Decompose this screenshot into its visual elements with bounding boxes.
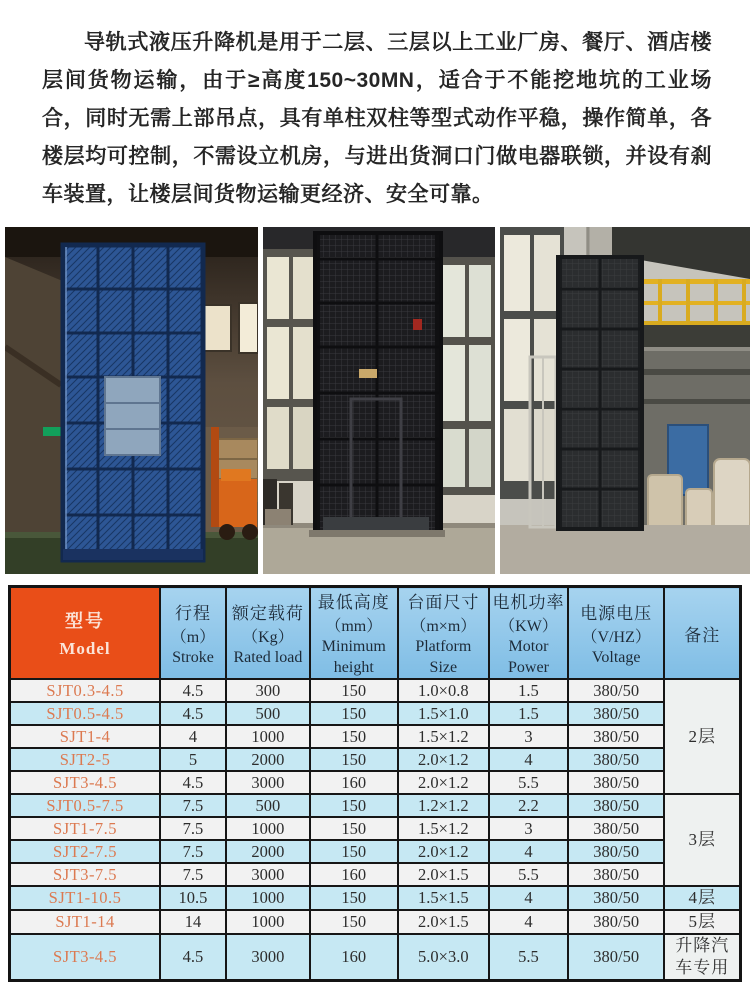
model-cell: SJT1-10.5 [10, 886, 161, 910]
workshop-windows-right [437, 257, 495, 495]
value-cell: 2.0×1.2 [398, 840, 489, 863]
value-cell: 300 [226, 679, 310, 702]
table-row [10, 863, 741, 886]
value-cell: 2.0×1.5 [398, 863, 489, 886]
value-cell: 380/50 [568, 725, 664, 748]
header-unit: （m×m） [410, 618, 477, 635]
value-cell: 1.5×1.5 [398, 886, 489, 910]
value-cell: 2000 [226, 748, 310, 771]
value-cell: 4 [160, 725, 226, 748]
value-cell: 380/50 [568, 934, 664, 981]
model-cell: SJT3-4.5 [10, 934, 161, 981]
value-cell: 150 [310, 748, 398, 771]
model-cell: SJT0.5-4.5 [10, 702, 161, 725]
header-en: Motor Power [508, 638, 549, 676]
value-cell: 150 [310, 840, 398, 863]
spec-table-body [10, 679, 741, 981]
model-cell: SJT3-4.5 [10, 771, 161, 794]
header-zh: 电源电压 [580, 603, 653, 623]
value-cell: 500 [226, 702, 310, 725]
intro-paragraph: 导轨式液压升降机是用于二层、三层以上工业厂房、餐厅、酒店楼层间货物运输，由于≥高度150~30MN，适合于不能挖地坑的工业场合，同时无需上部吊点，具有单柱双柱等型式动作平稳，操作简单，各楼层均可控制，不需设立机房，与进出货洞口门做电器联锁，并设有刹车装置，让楼层间货物运输更经济、安全可靠。 [42, 31, 712, 206]
value-cell: 1.0×0.8 [398, 679, 489, 702]
value-cell: 14 [160, 910, 226, 934]
value-cell: 150 [310, 910, 398, 934]
model-cell: SJT2-5 [10, 748, 161, 771]
value-cell: 2.2 [489, 794, 568, 817]
remark-cell: 4层 [664, 886, 740, 910]
header-row [10, 587, 741, 680]
table-row [10, 771, 741, 794]
table-row [10, 679, 741, 702]
header-zh: 额定载荷 [231, 603, 304, 623]
model-cell: SJT0.3-4.5 [10, 679, 161, 702]
value-cell: 10.5 [160, 886, 226, 910]
blue-lift-tower [63, 245, 203, 560]
value-cell: 1.5×1.0 [398, 702, 489, 725]
value-cell: 2.0×1.2 [398, 748, 489, 771]
warning-label [359, 369, 377, 378]
value-cell: 3000 [226, 934, 310, 981]
value-cell: 160 [310, 934, 398, 981]
header-zh: 备注 [684, 625, 721, 645]
spec-table-wrap [8, 585, 742, 982]
photo-black-lift [263, 227, 495, 574]
value-cell: 150 [310, 794, 398, 817]
value-cell: 4 [489, 748, 568, 771]
value-cell: 7.5 [160, 863, 226, 886]
spec-table-head [10, 587, 741, 680]
value-cell: 5.5 [489, 771, 568, 794]
dark-lift-tower [556, 257, 644, 529]
model-cell: SJT1-7.5 [10, 817, 161, 840]
value-cell: 1.5×1.2 [398, 725, 489, 748]
remark-cell: 升降汽车专用 [664, 934, 740, 981]
value-cell: 1000 [226, 886, 310, 910]
value-cell: 150 [310, 817, 398, 840]
value-cell: 5.0×3.0 [398, 934, 489, 981]
value-cell: 150 [310, 702, 398, 725]
model-cell: SJT1-14 [10, 910, 161, 934]
col-header-model [10, 587, 161, 680]
col-header-0 [160, 587, 226, 680]
value-cell: 160 [310, 771, 398, 794]
col-header-5 [568, 587, 664, 680]
header-zh: 型号 [65, 611, 106, 631]
table-row [10, 725, 741, 748]
value-cell: 2000 [226, 840, 310, 863]
header-en: Voltage [591, 648, 641, 666]
value-cell: 380/50 [568, 702, 664, 725]
value-cell: 4 [489, 840, 568, 863]
value-cell: 1.5 [489, 702, 568, 725]
value-cell: 1000 [226, 817, 310, 840]
black-lift-tower [309, 233, 445, 537]
value-cell: 7.5 [160, 840, 226, 863]
lift-platform [323, 517, 429, 531]
value-cell: 5 [160, 748, 226, 771]
header-unit: （mm） [325, 618, 383, 635]
col-header-1 [226, 587, 310, 680]
header-en: Platform Size [415, 638, 472, 676]
factory-floor [500, 525, 750, 574]
value-cell: 7.5 [160, 817, 226, 840]
value-cell: 4.5 [160, 771, 226, 794]
col-header-4 [489, 587, 568, 680]
model-cell: SJT2-7.5 [10, 840, 161, 863]
col-header-2 [310, 587, 398, 680]
value-cell: 150 [310, 725, 398, 748]
value-cell: 4 [489, 886, 568, 910]
value-cell: 1.2×1.2 [398, 794, 489, 817]
table-row [10, 910, 741, 934]
table-row [10, 794, 741, 817]
header-en: Minimum height [321, 638, 386, 676]
value-cell: 2.0×1.5 [398, 910, 489, 934]
value-cell: 1.5 [489, 679, 568, 702]
model-cell: SJT3-7.5 [10, 863, 161, 886]
value-cell: 150 [310, 679, 398, 702]
header-unit: （m） [170, 628, 216, 646]
value-cell: 500 [226, 794, 310, 817]
table-row [10, 748, 741, 771]
remark-cell: 2层 [664, 679, 740, 794]
header-en: Model [59, 639, 111, 658]
value-cell: 2.0×1.2 [398, 771, 489, 794]
col-header-3 [398, 587, 489, 680]
lift-carriage [105, 377, 160, 455]
value-cell: 3 [489, 817, 568, 840]
value-cell: 3000 [226, 863, 310, 886]
value-cell: 380/50 [568, 910, 664, 934]
table-row [10, 934, 741, 981]
value-cell: 380/50 [568, 817, 664, 840]
table-row [10, 840, 741, 863]
remark-cell: 3层 [664, 794, 740, 886]
value-cell: 7.5 [160, 794, 226, 817]
workshop-windows-left [263, 249, 321, 481]
header-en: Rated load [233, 648, 303, 666]
table-row [10, 817, 741, 840]
value-cell: 4.5 [160, 934, 226, 981]
header-zh: 台面尺寸 [407, 593, 480, 612]
value-cell: 3000 [226, 771, 310, 794]
factory-windows [500, 227, 564, 499]
red-button-box [413, 319, 422, 330]
table-row [10, 702, 741, 725]
header-zh: 行程 [174, 603, 211, 623]
value-cell: 1000 [226, 725, 310, 748]
product-photos [0, 227, 750, 574]
value-cell: 380/50 [568, 771, 664, 794]
model-cell: SJT0.5-7.5 [10, 794, 161, 817]
header-unit: （Kg） [242, 628, 294, 646]
value-cell: 4 [489, 910, 568, 934]
value-cell: 4.5 [160, 679, 226, 702]
header-zh: 最低高度 [317, 593, 390, 612]
value-cell: 5.5 [489, 863, 568, 886]
header-unit: （V/HZ） [581, 628, 651, 646]
value-cell: 1000 [226, 910, 310, 934]
model-cell: SJT1-4 [10, 725, 161, 748]
table-row [10, 886, 741, 910]
col-header-6 [664, 587, 740, 680]
header-en: Stroke [172, 648, 214, 666]
value-cell: 380/50 [568, 840, 664, 863]
value-cell: 380/50 [568, 794, 664, 817]
value-cell: 150 [310, 886, 398, 910]
spec-table [8, 585, 742, 982]
value-cell: 1.5×1.2 [398, 817, 489, 840]
value-cell: 3 [489, 725, 568, 748]
value-cell: 5.5 [489, 934, 568, 981]
value-cell: 380/50 [568, 748, 664, 771]
value-cell: 380/50 [568, 886, 664, 910]
value-cell: 380/50 [568, 863, 664, 886]
value-cell: 380/50 [568, 679, 664, 702]
value-cell: 160 [310, 863, 398, 886]
header-unit: （KW） [499, 618, 558, 635]
header-zh: 电机功率 [492, 593, 565, 612]
remark-cell: 5层 [664, 910, 740, 934]
photo-mezzanine-lift [500, 227, 750, 574]
photo-blue-lift [5, 227, 258, 574]
value-cell: 4.5 [160, 702, 226, 725]
